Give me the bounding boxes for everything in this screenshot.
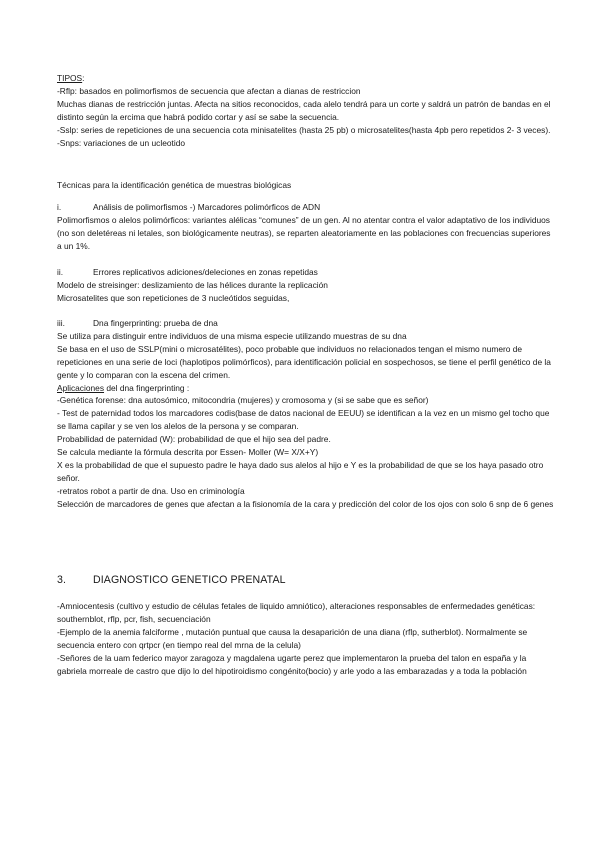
item-ii-number: ii. [57, 267, 64, 277]
tecnicas-block [57, 179, 557, 192]
aplicacion-seleccion: Selección de marcadores de genes que afectan a la fisionomía de la cara y predicción del color de los ojos con solo 6 snp de 6 genes [57, 498, 554, 509]
item-ii-heading [57, 266, 557, 279]
section-3-title: DIAGNOSTICO GENETICO PRENATAL [93, 574, 286, 586]
section-3-number: 3. [57, 574, 67, 586]
aplicacion-formula: Se calcula mediante la fórmula descrita por Essen- Moller (W= X/X+Y) [57, 447, 319, 458]
tipos-block [57, 72, 557, 149]
tipos-line-dianas: Muchas dianas de restricción juntas. Afecta na sitios reconocidos, cada alelo tendrá para un corte y saldrá un patrón de bandas en el distinto según la ercima que habrá podido cortar y así se sabe la secuencia. [57, 98, 551, 122]
aplicaciones-heading [57, 382, 557, 395]
item-ii-line-streisinger: Modelo de streisinger: deslizamiento de las hélices durante la replicación [57, 279, 328, 290]
aplicacion-retratos: -retratos robot a partir de dna. Uso en criminología [57, 485, 245, 496]
section-3-body [57, 600, 557, 677]
tipos-line-rflp: -Rflp: basados en polimorfismos de secuencia que afectan a dianas de restriccion [57, 85, 361, 96]
section-3-line-talon: -Señores de la uam federico mayor zaragoza y magdalena ugarte perez que implementaron la prueba del talon en españa y la gabriela morreale de castro que dijo lo del hipotiroidismo congénito(bocio) y arle yodo a las embarazadas y a toda la población [57, 652, 527, 676]
tipos-line-sslp: -Sslp: series de repeticiones de una secuencia cota minisatelites (hasta 25 pb) o microsatelites(hasta 4pb pero repetidos 2- 3 veces). [57, 124, 551, 135]
item-ii-block [57, 266, 557, 305]
section-3-heading [57, 573, 286, 587]
item-iii-line-sslp: Se basa en el uso de SSLP(mini o microsatélites), poco probable que individuos no relacionados tengan el mismo numero de repeticiones en una serie de loci (haplotipos polimórficos), para identificación policial en sospechosos, se tiene el perfil genético de la gente y lo comparan con la escena del crimen. [57, 343, 551, 380]
item-i-number: i. [57, 202, 62, 212]
section-3-line-amniocentesis: -Amniocentesis (cultivo y estudio de células fetales de liquido amniótico), alteraciones responsables de enfermedades genéticas: southernblot, rflp, pcr, fish, secuenciación [57, 601, 536, 624]
item-iii-number: iii. [57, 318, 65, 328]
item-iii-line-utiliza: Se utiliza para distinguir entre individuos de una misma especie utilizando muestras de su dna [57, 330, 407, 341]
item-i-title: Análisis de polimorfismos -) Marcadores polimórficos de ADN [93, 202, 321, 212]
aplicacion-forense: -Genética forense: dna autosómico, mitocondria (mujeres) y cromosoma y (si se sabe que es señor) [57, 395, 429, 406]
item-ii-line-microsatelites: Microsatelites que son repeticiones de 3 nucleótidos seguidas, [57, 292, 290, 303]
aplicacion-x-probabilidad: X es la probabilidad de que el supuesto padre le haya dado sus alelos al hijo e Y es la probabilidad de que se los haya pasado otro señor. [57, 459, 544, 483]
tecnicas-title: Técnicas para la identificación genética de muestras biológicas [57, 180, 292, 190]
aplicaciones-label: Aplicaciones [57, 382, 105, 393]
aplicacion-paternidad: - Test de paternidad todos los marcadores codis(base de datos nacional de EEUU) se identifican a la vez en un mismo gel tocho que se llama capilar y se ven los alelos de la persona y se comparan. [57, 408, 550, 432]
aplicaciones-label-rest: del dna fingerprinting : [104, 382, 190, 393]
tipos-heading [57, 72, 557, 85]
item-iii-block [57, 317, 557, 511]
item-i-body: Polimorfismos o alelos polimórficos: variantes alélicas “comunes” de un gen. Al no atentar contra el valor adaptativo de los individuos (no son deletéreas ni letales, son biológicamente neutras), se reparten aleatoriamente en las poblaciones con frecuencias superiores a un 1%. [57, 214, 551, 251]
tipos-heading-text: TIPOS [57, 73, 83, 83]
aplicacion-probabilidad: Probabilidad de paternidad (W): probabilidad de que el hijo sea del padre. [57, 434, 331, 445]
item-i-block [57, 201, 557, 253]
item-iii-title: Dna fingerprinting: prueba de dna [93, 318, 218, 328]
item-ii-title: Errores replicativos adiciones/deleciones en zonas repetidas [93, 267, 318, 277]
section-3-line-anemia: -Ejemplo de la anemia falciforme , mutación puntual que causa la desaparición de una diana (rflp, sutherblot). Normalmente se secuencia entero con qrtpcr (en tiempo real del mrna de la celula) [57, 626, 528, 650]
tipos-heading-colon: : [82, 73, 85, 83]
item-iii-heading [57, 317, 557, 330]
tipos-line-snps: -Snps: variaciones de un ucleotido [57, 137, 186, 148]
item-i-heading [57, 201, 557, 214]
